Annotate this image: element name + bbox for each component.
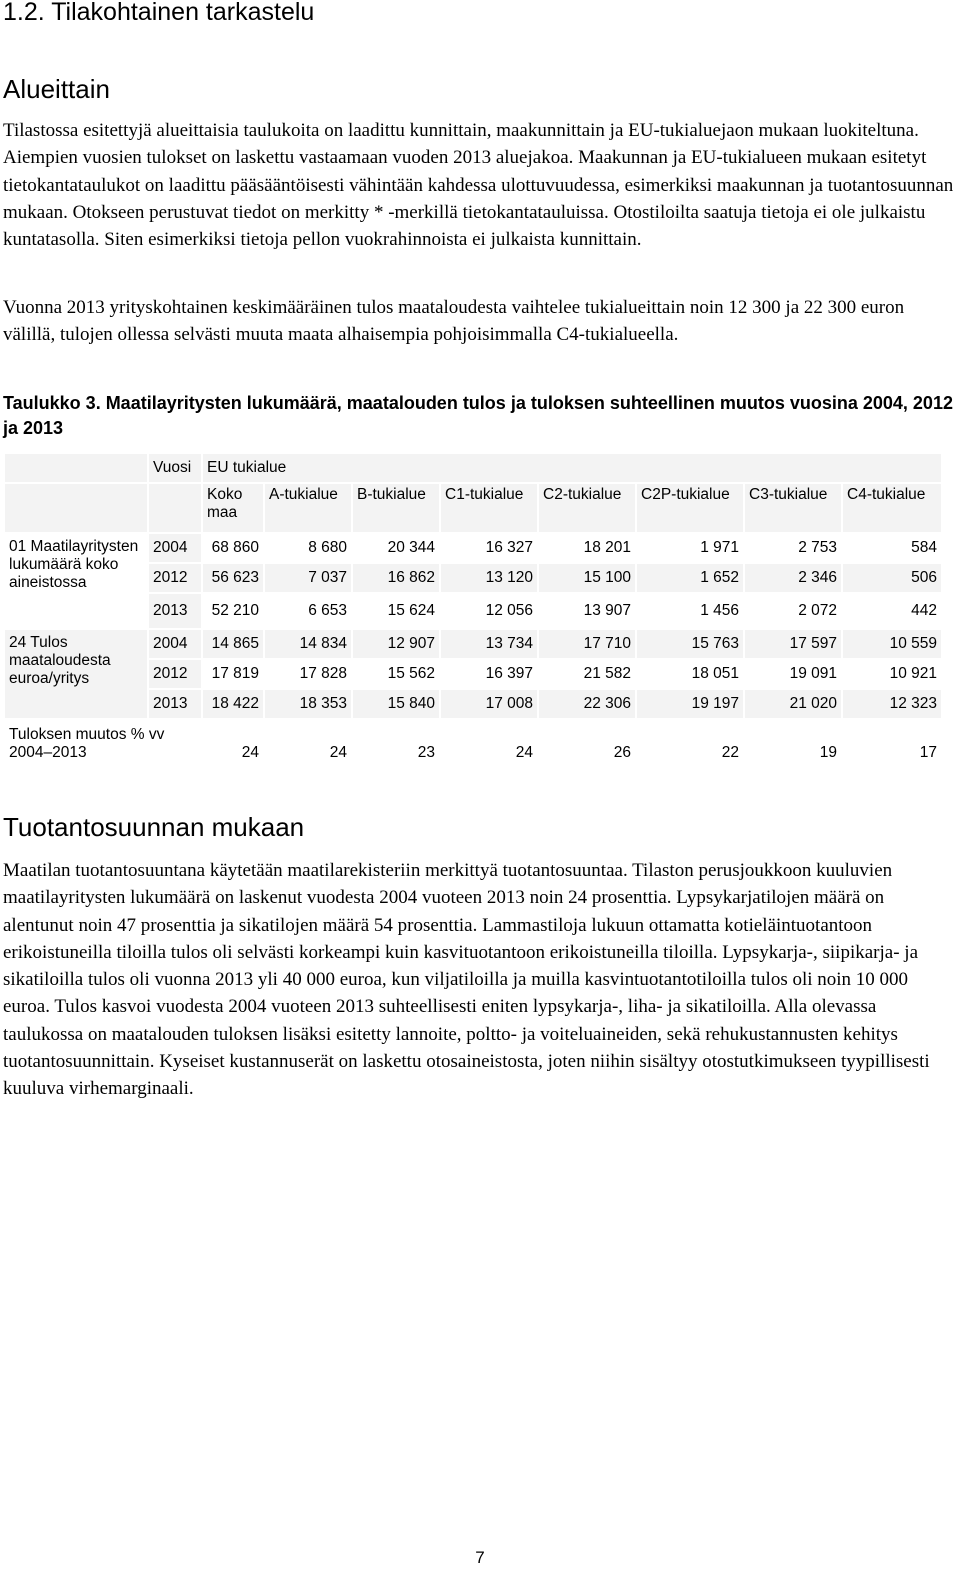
year-cell: 2012 (148, 563, 202, 593)
year-cell: 2013 (148, 593, 202, 629)
value-cell: 8 680 (264, 533, 352, 563)
column-header: C2P-tukialue (636, 483, 744, 533)
table-header-row-2 (4, 483, 942, 533)
corner-cell (4, 453, 148, 483)
corner-cell (148, 483, 202, 533)
change-value-cell: 19 (744, 719, 842, 769)
column-header: Koko maa (202, 483, 264, 533)
value-cell: 12 907 (352, 629, 440, 659)
production-paragraph: Maatilan tuotantosuuntana käytetään maatilarekisteriin merkittyä tuotantosuuntaa. Tilaston perusjoukkoon kuuluvien maatilayritysten lukumäärä on laskenut vuodesta 2004 vuoteen 2013 noin 24 prosenttia. Lypsykarjatilojen määrä on alentunut noin 47 prosenttia ja sikatilojen määrä 54 prosenttia. Lammastiloja lukuun ottamatta kotieläintuotantoon erikoistuneilla tiloilla tulos oli selvästi korkeampi kuin kasvituotantoon erikoistuneilla tiloilla. Lypsykarja-, siipikarja- ja sikatiloilla tulos oli vuonna 2013 yli 40 000 euroa, kun viljatiloilla ja muilla kasvintuotantotiloilla tulos oli noin 10 000 euroa. Tulos kasvoi vuodesta 2004 vuoteen 2013 suhteellisesti eniten lypsykarja-, liha- ja sikatiloilla. Alla olevassa taulukossa on maatalouden tuloksen lisäksi esitetty lannoite, poltto- ja voiteluaineiden, sekä rehukustannusten kehitys tuotantosuunnittain. Kyseiset kustannuserät on laskettu otosaineistosta, joten niihin sisältyy otostutkimukseen tyypillisesti kuuluva virhemarginaali. (3, 860, 930, 1100)
table-header-row-1 (4, 453, 942, 483)
regional-paragraph-2: Vuonna 2013 yrityskohtainen keskimääräinen tulos maataloudesta vaihtelee tukialueittain noin 12 300 ja 22 300 euron välillä, tulojen ollessa selvästi muuta maata alhaisempia pohjoisimmalla C4-tukialueella. (3, 297, 905, 346)
value-cell: 10 921 (842, 659, 942, 689)
value-cell: 15 562 (352, 659, 440, 689)
value-cell: 13 120 (440, 563, 538, 593)
change-value-cell: 22 (636, 719, 744, 769)
value-cell: 52 210 (202, 593, 264, 629)
value-cell: 15 100 (538, 563, 636, 593)
value-cell: 2 072 (744, 593, 842, 629)
year-cell: 2004 (148, 629, 202, 659)
change-label: Tuloksen muutos % vv 2004–2013 (4, 719, 202, 769)
value-cell: 20 344 (352, 533, 440, 563)
value-cell: 2 753 (744, 533, 842, 563)
value-cell: 442 (842, 593, 942, 629)
value-cell: 14 834 (264, 629, 352, 659)
value-cell: 17 597 (744, 629, 842, 659)
value-cell: 1 971 (636, 533, 744, 563)
value-cell: 2 346 (744, 563, 842, 593)
value-cell: 15 763 (636, 629, 744, 659)
value-cell: 15 840 (352, 689, 440, 719)
corner-cell (4, 483, 148, 533)
value-cell: 16 327 (440, 533, 538, 563)
column-header: C4-tukialue (842, 483, 942, 533)
regional-heading: Alueittain (3, 74, 110, 104)
value-cell: 584 (842, 533, 942, 563)
eu-tukialue-header: EU tukialue (202, 453, 942, 483)
value-cell: 17 710 (538, 629, 636, 659)
value-cell: 10 559 (842, 629, 942, 659)
value-cell: 12 323 (842, 689, 942, 719)
year-cell: 2012 (148, 659, 202, 689)
value-cell: 17 819 (202, 659, 264, 689)
value-cell: 17 008 (440, 689, 538, 719)
column-header: A-tukialue (264, 483, 352, 533)
value-cell: 16 862 (352, 563, 440, 593)
column-header: C3-tukialue (744, 483, 842, 533)
change-value-cell: 24 (202, 719, 264, 769)
year-cell: 2013 (148, 689, 202, 719)
change-value-cell: 23 (352, 719, 440, 769)
value-cell: 68 860 (202, 533, 264, 563)
production-heading: Tuotantosuunnan mukaan (3, 812, 305, 842)
year-cell: 2004 (148, 533, 202, 563)
value-cell: 1 652 (636, 563, 744, 593)
value-cell: 7 037 (264, 563, 352, 593)
change-value-cell: 26 (538, 719, 636, 769)
value-cell: 12 056 (440, 593, 538, 629)
table-caption: Taulukko 3. Maatilayritysten lukumäärä, maatalouden tulos ja tuloksen suhteellinen muutos vuosina 2004, 2012 ja 2013 (3, 393, 953, 438)
table-row (4, 629, 942, 659)
value-cell: 19 197 (636, 689, 744, 719)
value-cell: 18 201 (538, 533, 636, 563)
table-row (4, 719, 942, 769)
section-title: 1.2. Tilakohtainen tarkastelu (3, 0, 315, 26)
value-cell: 56 623 (202, 563, 264, 593)
value-cell: 13 907 (538, 593, 636, 629)
value-cell: 18 422 (202, 689, 264, 719)
farm-statistics-table (3, 452, 943, 770)
value-cell: 13 734 (440, 629, 538, 659)
value-cell: 16 397 (440, 659, 538, 689)
value-cell: 21 582 (538, 659, 636, 689)
value-cell: 18 353 (264, 689, 352, 719)
regional-paragraph-1: Tilastossa esitettyjä alueittaisia taulukoita on laadittu kunnittain, maakunnittain ja EU-tukialuejaon mukaan luokiteltuna. Aiempien vuosien tulokset on laskettu vastaamaan vuoden 2013 aluejakoa. Maakunnan ja EU-tukialueen mukaan esitetyt tietokantataulukot on laadittu pääsääntöisesti vähintään kahdessa ulottuvuudessa, esimerkiksi maakunnan ja tuotantosuunnan mukaan. Otokseen perustuvat tiedot on merkitty * -merkillä tietokantatauluissa. Otostiloilta saatuja tietoja ei ole julkaistu kuntatasolla. Siten esimerkiksi tietoja pellon vuokrahinnoista ei julkaista kunnittain. (3, 120, 954, 251)
value-cell: 6 653 (264, 593, 352, 629)
value-cell: 14 865 (202, 629, 264, 659)
value-cell: 22 306 (538, 689, 636, 719)
value-cell: 15 624 (352, 593, 440, 629)
value-cell: 18 051 (636, 659, 744, 689)
vuosi-header: Vuosi (148, 453, 202, 483)
change-value-cell: 24 (264, 719, 352, 769)
page-number: 7 (475, 1548, 485, 1567)
column-header: C2-tukialue (538, 483, 636, 533)
value-cell: 17 828 (264, 659, 352, 689)
change-value-cell: 17 (842, 719, 942, 769)
change-value-cell: 24 (440, 719, 538, 769)
row-group-label: 01 Maatilayritysten lukumäärä koko aineistossa (4, 533, 148, 629)
table-row (4, 533, 942, 563)
value-cell: 21 020 (744, 689, 842, 719)
row-group-label: 24 Tulos maataloudesta euroa/yritys (4, 629, 148, 719)
value-cell: 506 (842, 563, 942, 593)
column-header: C1-tukialue (440, 483, 538, 533)
column-header: B-tukialue (352, 483, 440, 533)
value-cell: 1 456 (636, 593, 744, 629)
value-cell: 19 091 (744, 659, 842, 689)
